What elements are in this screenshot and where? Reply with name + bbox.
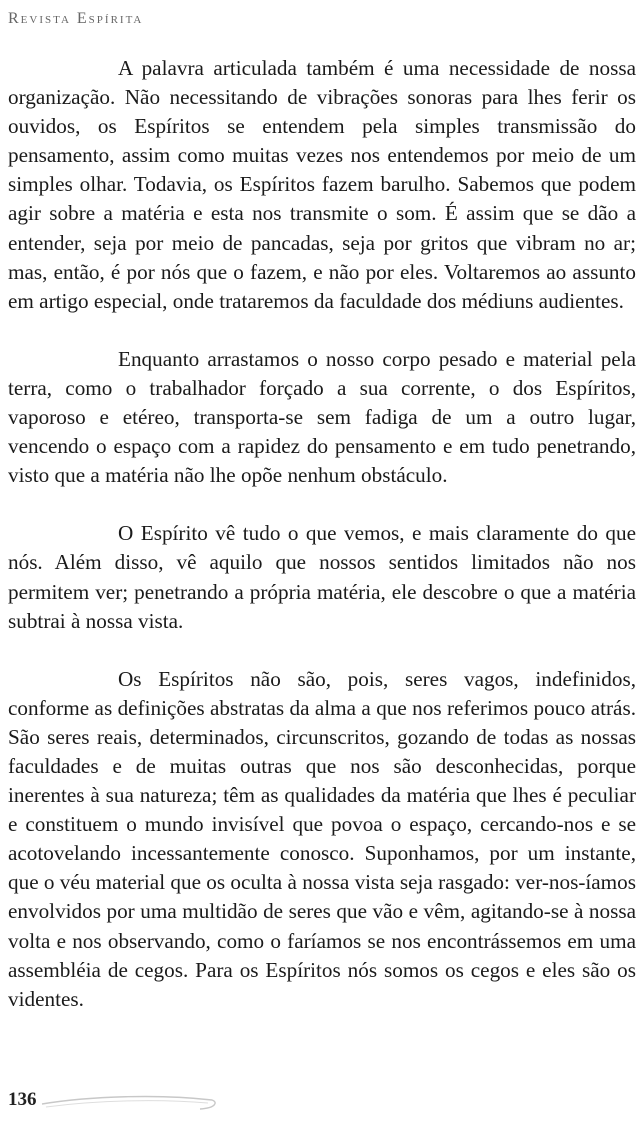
paragraph-3: O Espírito vê tudo o que vemos, e mais claramente do que nós. Além disso, vê aquilo que nossos sentidos limitados não nos permitem ver; penetrando a própria matéria, ele descobre o que a matéria subtrai à nossa vista. [8, 521, 636, 633]
paragraph-2: Enquanto arrastamos o nosso corpo pesado e material pela terra, como o trabalhador forçado a sua corrente, o dos Espíritos, vaporoso e etéreo, transporta-se sem fadiga de um a outro lugar, vencendo o espaço com a rapidez do pensamento e em tudo penetrando, visto que a matéria não lhe opõe nenhum obstáculo. [8, 346, 636, 488]
page-number: 136 [8, 1089, 37, 1110]
body-text [8, 54, 636, 1014]
running-header-title: Revista Espírita [8, 10, 144, 27]
paragraph-1: A palavra articulada também é uma necessidade de nossa organização. Não necessitando de vibrações sonoras para lhes ferir os ouvidos, os Espíritos se entendem pela simples transmissão do pensamento, assim como muitas vezes nos entendemos por meio de um simples olhar. Todavia, os Espíritos fazem barulho. Sabemos que podem agir sobre a matéria e esta nos transmite o som. É assim que se dão a entender, seja por meio de pancadas, seja por gritos que vibram no ar; mas, então, é por nós que o fazem, e não por eles. Voltaremos ao assunto em artigo especial, onde trataremos da faculdade dos médiuns audientes. [8, 56, 636, 313]
paragraph-4: Os Espíritos não são, pois, seres vagos, indefinidos, conforme as definições abstratas da alma a que nos referimos pouco atrás. São seres reais, determinados, circunscritos, gozando de todas as nossas faculdades e de muitas outras que nos são desconhecidas, porque inerentes à sua natureza; têm as qualidades da matéria que lhes é peculiar e constituem o mundo invisível que povoa o espaço, cercando-nos e se acotovelando incessantemente conosco. Suponhamos, por um instante, que o véu material que os oculta à nossa vista seja rasgado: ver-nos-íamos envolvidos por uma multidão de seres que vão e vêm, agitando-se à nossa volta e nos observando, como o faríamos se nos encontrássemos em uma assembléia de cegos. Para os Espíritos nós somos os cegos e eles são os videntes. [8, 666, 636, 1011]
decorative-swoosh-icon [40, 1088, 220, 1114]
